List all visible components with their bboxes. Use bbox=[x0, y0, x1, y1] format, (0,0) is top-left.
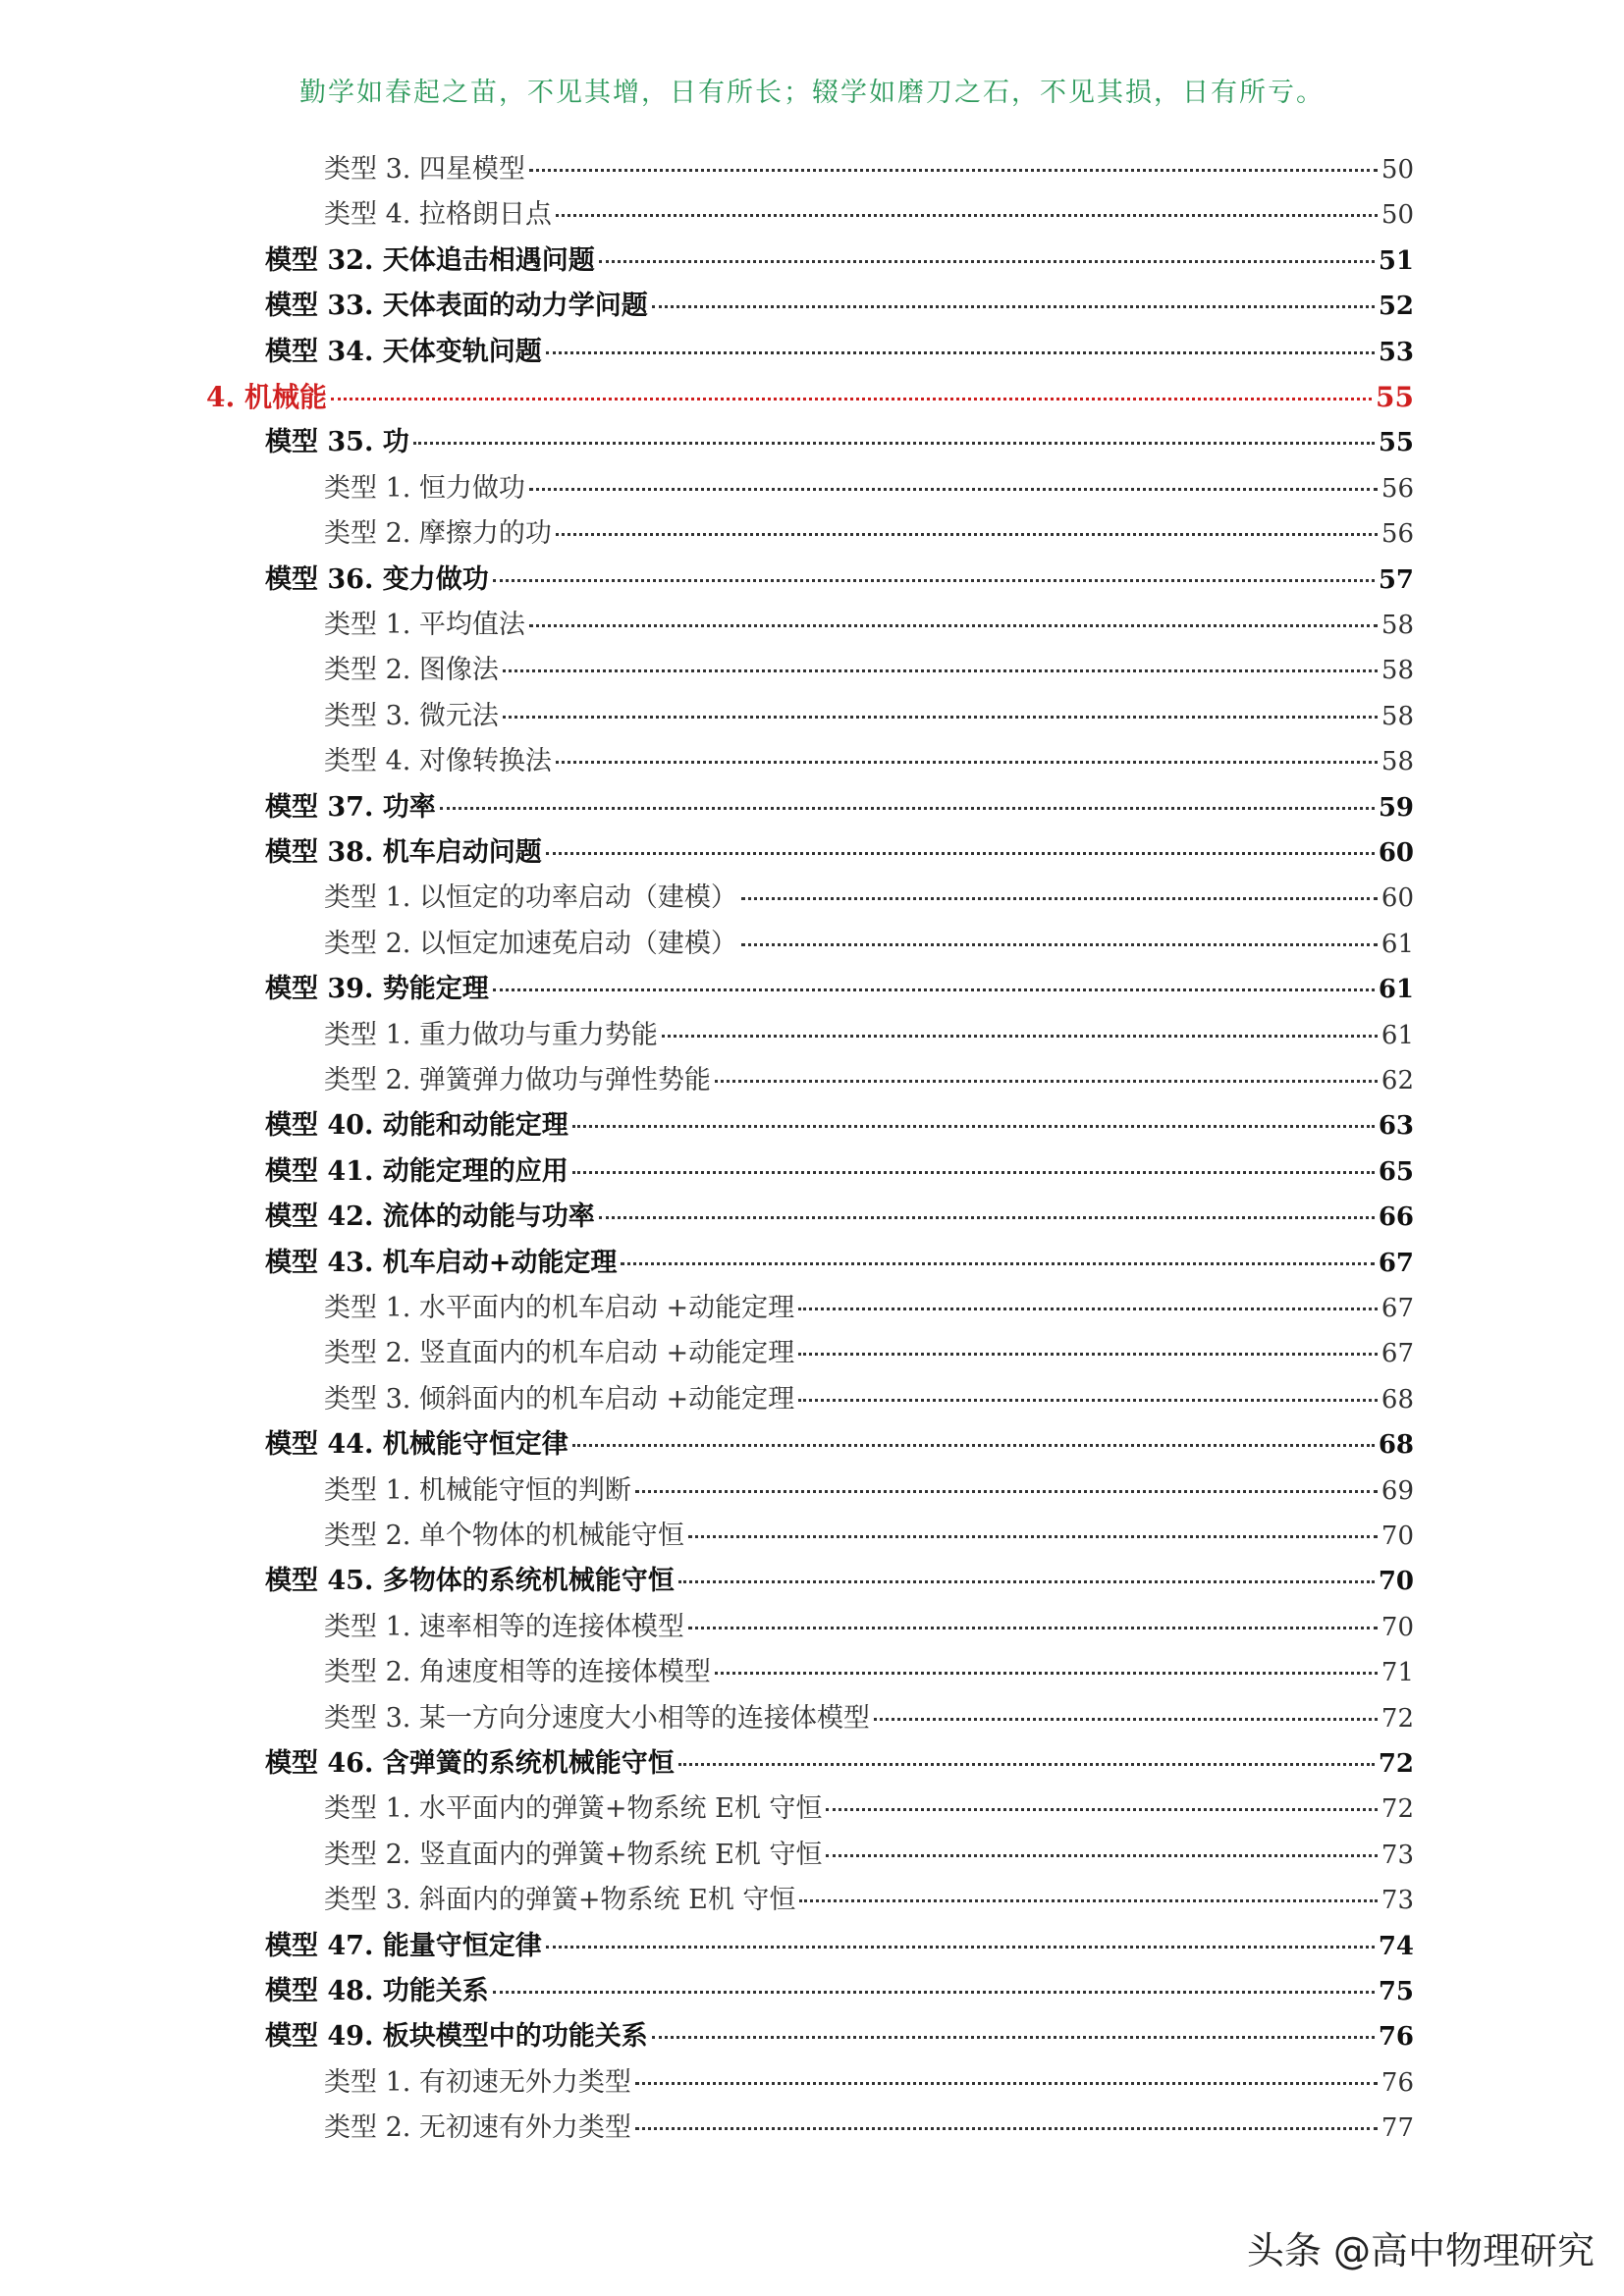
toc-entry[interactable] bbox=[324, 1878, 1414, 1923]
toc-entry-page: 75 bbox=[1378, 1977, 1414, 2006]
toc-entry[interactable] bbox=[324, 511, 1414, 557]
toc-entry[interactable] bbox=[324, 1468, 1414, 1514]
toc-entry[interactable] bbox=[265, 2014, 1414, 2059]
toc-entry-label: 类型 1. 平均值法 bbox=[324, 610, 525, 640]
toc-entry-page: 67 bbox=[1380, 1339, 1414, 1369]
toc-entry[interactable] bbox=[324, 1514, 1414, 1559]
toc-entry[interactable] bbox=[265, 785, 1414, 830]
toc-entry-page: 61 bbox=[1378, 975, 1414, 1005]
toc-entry[interactable] bbox=[324, 1013, 1414, 1058]
dot-leader bbox=[662, 1034, 1378, 1038]
toc-entry[interactable] bbox=[324, 1331, 1414, 1376]
dot-leader bbox=[678, 1579, 1375, 1583]
toc-entry-page: 72 bbox=[1380, 1794, 1414, 1825]
toc-entry-page: 76 bbox=[1380, 2067, 1414, 2098]
toc-entry-label: 类型 2. 摩擦力的功 bbox=[324, 518, 552, 550]
dot-leader bbox=[621, 1261, 1374, 1265]
toc-entry-label: 类型 3. 某一方向分速度大小相等的连接体模型 bbox=[324, 1702, 870, 1734]
toc-entry[interactable] bbox=[324, 466, 1414, 511]
toc-entry-label: 类型 3. 斜面内的弹簧+物系统 E机 守恒 bbox=[324, 1885, 796, 1916]
toc-entry[interactable] bbox=[324, 1650, 1414, 1695]
toc-entry[interactable] bbox=[265, 1924, 1414, 1969]
toc-entry-label: 模型 45. 多物体的系统机械能守恒 bbox=[265, 1566, 675, 1597]
header-motto: 勤学如春起之苗，不见其增，日有所长；辍学如磨刀之石，不见其损，日有所亏。 bbox=[299, 78, 1325, 108]
toc-entry-page: 56 bbox=[1380, 473, 1414, 504]
toc-entry[interactable] bbox=[265, 1422, 1414, 1468]
toc-entry-page: 65 bbox=[1378, 1156, 1414, 1187]
dot-leader bbox=[546, 350, 1375, 354]
toc-entry[interactable] bbox=[265, 1241, 1414, 1286]
toc-entry-page: 68 bbox=[1380, 1384, 1414, 1415]
toc-entry-page: 55 bbox=[1376, 381, 1414, 413]
dot-leader bbox=[826, 1853, 1377, 1857]
toc-entry[interactable] bbox=[324, 1377, 1414, 1422]
toc-entry[interactable] bbox=[206, 375, 1414, 420]
dot-leader bbox=[799, 1898, 1377, 1902]
toc-entry-page: 61 bbox=[1380, 929, 1414, 959]
toc-entry-label: 4. 机械能 bbox=[206, 381, 327, 413]
toc-entry-label: 类型 2. 无初速有外力类型 bbox=[324, 2112, 631, 2144]
toc-entry[interactable] bbox=[265, 1195, 1414, 1240]
watermark: 头条 @高中物理研究 bbox=[1246, 2229, 1595, 2272]
toc-entry-label: 类型 2. 单个物体的机械能守恒 bbox=[324, 1521, 684, 1551]
toc-entry-page: 66 bbox=[1378, 1202, 1414, 1233]
toc-entry-page: 72 bbox=[1380, 1703, 1414, 1734]
toc-entry[interactable] bbox=[265, 1559, 1414, 1604]
toc-entry-page: 76 bbox=[1378, 2022, 1414, 2053]
toc-entry-page: 50 bbox=[1380, 155, 1414, 185]
toc-entry-page: 70 bbox=[1378, 1567, 1414, 1597]
toc-entry-label: 模型 38. 机车启动问题 bbox=[265, 837, 542, 868]
dot-leader bbox=[826, 1807, 1377, 1811]
toc-entry-label: 类型 1. 机械能守恒的判断 bbox=[324, 1474, 631, 1506]
dot-leader bbox=[798, 1352, 1378, 1356]
dot-leader bbox=[741, 942, 1378, 946]
dot-leader bbox=[529, 168, 1378, 172]
toc-entry-label: 类型 1. 以恒定的功率启动（建模） bbox=[324, 882, 737, 914]
toc-entry-label: 模型 35. 功 bbox=[265, 427, 409, 458]
toc-entry-page: 73 bbox=[1380, 1886, 1414, 1916]
toc-entry[interactable] bbox=[265, 239, 1414, 284]
toc-entry-page: 68 bbox=[1378, 1430, 1414, 1461]
toc-entry-page: 55 bbox=[1378, 428, 1414, 458]
toc-entry-label: 模型 39. 势能定理 bbox=[265, 974, 489, 1005]
toc-entry-page: 57 bbox=[1378, 564, 1414, 595]
toc-entry-page: 52 bbox=[1378, 292, 1414, 322]
toc-entry[interactable] bbox=[324, 147, 1414, 192]
toc-entry[interactable] bbox=[324, 1058, 1414, 1103]
toc-entry-page: 67 bbox=[1380, 1294, 1414, 1323]
toc-entry-page: 50 bbox=[1380, 200, 1414, 231]
toc-entry[interactable] bbox=[265, 558, 1414, 603]
toc-entry[interactable] bbox=[324, 1605, 1414, 1650]
toc-entry-page: 59 bbox=[1378, 792, 1414, 823]
toc-entry-page: 72 bbox=[1378, 1749, 1414, 1779]
toc-entry-label: 模型 43. 机车启动+动能定理 bbox=[265, 1247, 618, 1278]
dot-leader bbox=[652, 2035, 1375, 2039]
toc-entry[interactable] bbox=[265, 1149, 1414, 1195]
toc-entry-page: 56 bbox=[1380, 519, 1414, 550]
toc-entry-label: 类型 3. 倾斜面内的机车启动 +动能定理 bbox=[324, 1383, 795, 1415]
dot-leader bbox=[678, 1762, 1375, 1766]
toc-entry[interactable] bbox=[265, 284, 1414, 329]
toc-entry-label: 模型 37. 功率 bbox=[265, 791, 436, 823]
toc-entry[interactable] bbox=[265, 1741, 1414, 1787]
toc-entry-page: 70 bbox=[1380, 1612, 1414, 1642]
toc-entry-page: 58 bbox=[1380, 747, 1414, 777]
dot-leader bbox=[493, 578, 1375, 582]
dot-leader bbox=[635, 1489, 1378, 1493]
toc-entry-page: 77 bbox=[1380, 2113, 1414, 2144]
dot-leader bbox=[599, 1215, 1375, 1219]
toc-entry-label: 类型 4. 对像转换法 bbox=[324, 746, 552, 777]
toc-entry-label: 类型 2. 弹簧弹力做功与弹性势能 bbox=[324, 1065, 711, 1095]
toc-entry[interactable] bbox=[324, 694, 1414, 739]
toc-entry-page: 53 bbox=[1378, 337, 1414, 367]
dot-leader bbox=[503, 668, 1378, 672]
toc-entry-label: 类型 1. 水平面内的机车启动 +动能定理 bbox=[324, 1293, 795, 1323]
toc-entry-label: 类型 1. 速率相等的连接体模型 bbox=[324, 1611, 684, 1642]
dot-leader bbox=[556, 760, 1378, 764]
toc-entry-label: 模型 32. 天体追击相遇问题 bbox=[265, 244, 595, 276]
dot-leader bbox=[635, 2126, 1378, 2130]
toc-entry[interactable] bbox=[324, 1833, 1414, 1878]
dot-leader bbox=[715, 1671, 1378, 1675]
dot-leader bbox=[413, 441, 1375, 445]
toc-entry-label: 模型 42. 流体的动能与功率 bbox=[265, 1201, 595, 1233]
dot-leader bbox=[572, 1443, 1375, 1447]
toc-entry-label: 类型 2. 以恒定加速莬启动（建模） bbox=[324, 928, 737, 959]
dot-leader bbox=[572, 1170, 1375, 1174]
toc-entry[interactable] bbox=[324, 739, 1414, 784]
toc-entry-page: 69 bbox=[1380, 1475, 1414, 1506]
toc-entry[interactable] bbox=[324, 2060, 1414, 2106]
dot-leader bbox=[546, 1945, 1375, 1949]
toc-entry-page: 51 bbox=[1378, 245, 1414, 276]
toc-entry-page: 74 bbox=[1378, 1931, 1414, 1961]
toc-entry-page: 67 bbox=[1378, 1248, 1414, 1278]
dot-leader bbox=[529, 487, 1378, 491]
dot-leader bbox=[874, 1717, 1378, 1721]
dot-leader bbox=[440, 806, 1375, 810]
toc-entry-label: 模型 41. 动能定理的应用 bbox=[265, 1155, 568, 1187]
toc-entry-label: 模型 36. 变力做功 bbox=[265, 563, 489, 595]
dot-leader bbox=[688, 1534, 1378, 1538]
toc-entry-label: 模型 48. 功能关系 bbox=[265, 1976, 489, 2006]
dot-leader bbox=[556, 213, 1378, 217]
toc-entry[interactable] bbox=[324, 876, 1414, 921]
toc-entry-page: 70 bbox=[1380, 1522, 1414, 1551]
toc-entry-page: 60 bbox=[1380, 883, 1414, 914]
dot-leader bbox=[741, 896, 1378, 900]
toc-entry-page: 58 bbox=[1380, 611, 1414, 640]
toc-entry-label: 类型 3. 微元法 bbox=[324, 700, 499, 731]
toc-entry-label: 模型 40. 动能和动能定理 bbox=[265, 1110, 568, 1142]
toc-entry-page: 62 bbox=[1380, 1066, 1414, 1095]
toc-entry-label: 模型 49. 板块模型中的功能关系 bbox=[265, 2021, 648, 2053]
toc-entry-label: 类型 1. 有初速无外力类型 bbox=[324, 2066, 631, 2098]
toc-entry[interactable] bbox=[324, 603, 1414, 648]
toc-entry[interactable] bbox=[324, 922, 1414, 967]
dot-leader bbox=[798, 1307, 1378, 1310]
toc-entry-label: 类型 2. 竖直面内的机车启动 +动能定理 bbox=[324, 1338, 795, 1369]
dot-leader bbox=[556, 532, 1378, 536]
toc-entry-page: 63 bbox=[1378, 1111, 1414, 1142]
toc-entry[interactable] bbox=[324, 648, 1414, 693]
dot-leader bbox=[688, 1626, 1378, 1629]
dot-leader bbox=[493, 988, 1375, 991]
dot-leader bbox=[599, 259, 1375, 263]
toc-entry-label: 模型 34. 天体变轨问题 bbox=[265, 336, 542, 367]
toc-entry-label: 类型 2. 角速度相等的连接体模型 bbox=[324, 1657, 711, 1688]
toc-entry-label: 模型 46. 含弹簧的系统机械能守恒 bbox=[265, 1748, 675, 1779]
toc-entry-page: 58 bbox=[1380, 701, 1414, 731]
dot-leader bbox=[798, 1398, 1378, 1402]
dot-leader bbox=[503, 715, 1378, 719]
toc-entry[interactable] bbox=[265, 830, 1414, 876]
toc-entry[interactable] bbox=[265, 330, 1414, 375]
toc-entry[interactable] bbox=[324, 192, 1414, 238]
dot-leader bbox=[529, 623, 1378, 627]
toc-entry-page: 58 bbox=[1380, 656, 1414, 686]
toc-entry-page: 61 bbox=[1380, 1020, 1414, 1050]
toc-entry-page: 60 bbox=[1378, 838, 1414, 868]
toc-entry-label: 模型 44. 机械能守恒定律 bbox=[265, 1429, 568, 1461]
dot-leader bbox=[546, 851, 1375, 855]
dot-leader bbox=[572, 1124, 1375, 1128]
toc-entry[interactable] bbox=[324, 2106, 1414, 2151]
toc-entry-label: 类型 1. 重力做功与重力势能 bbox=[324, 1019, 658, 1050]
dot-leader bbox=[652, 304, 1375, 308]
toc-entry[interactable] bbox=[324, 1787, 1414, 1832]
toc-entry-label: 模型 33. 天体表面的动力学问题 bbox=[265, 291, 648, 322]
toc-entry[interactable] bbox=[265, 967, 1414, 1012]
toc-entry-label: 类型 1. 恒力做功 bbox=[324, 472, 525, 504]
toc-entry[interactable] bbox=[324, 1286, 1414, 1331]
dot-leader bbox=[635, 2081, 1378, 2085]
dot-leader bbox=[715, 1079, 1378, 1083]
toc-entry-page: 71 bbox=[1380, 1658, 1414, 1688]
toc-entry-label: 类型 3. 四星模型 bbox=[324, 154, 525, 185]
toc-entry-label: 类型 4. 拉格朗日点 bbox=[324, 199, 552, 231]
toc-entry-label: 类型 2. 竖直面内的弹簧+物系统 E机 守恒 bbox=[324, 1839, 823, 1870]
toc-entry-label: 类型 1. 水平面内的弹簧+物系统 E机 守恒 bbox=[324, 1793, 823, 1825]
toc-entry-page: 73 bbox=[1380, 1840, 1414, 1870]
toc-entry[interactable] bbox=[265, 420, 1414, 465]
toc-entry-label: 模型 47. 能量守恒定律 bbox=[265, 1930, 542, 1961]
toc-entry[interactable] bbox=[324, 1696, 1414, 1741]
dot-leader bbox=[493, 1990, 1375, 1994]
toc-entry-label: 类型 2. 图像法 bbox=[324, 655, 499, 686]
dot-leader bbox=[331, 397, 1372, 400]
toc-entry[interactable] bbox=[265, 1103, 1414, 1148]
toc-entry[interactable] bbox=[265, 1969, 1414, 2014]
